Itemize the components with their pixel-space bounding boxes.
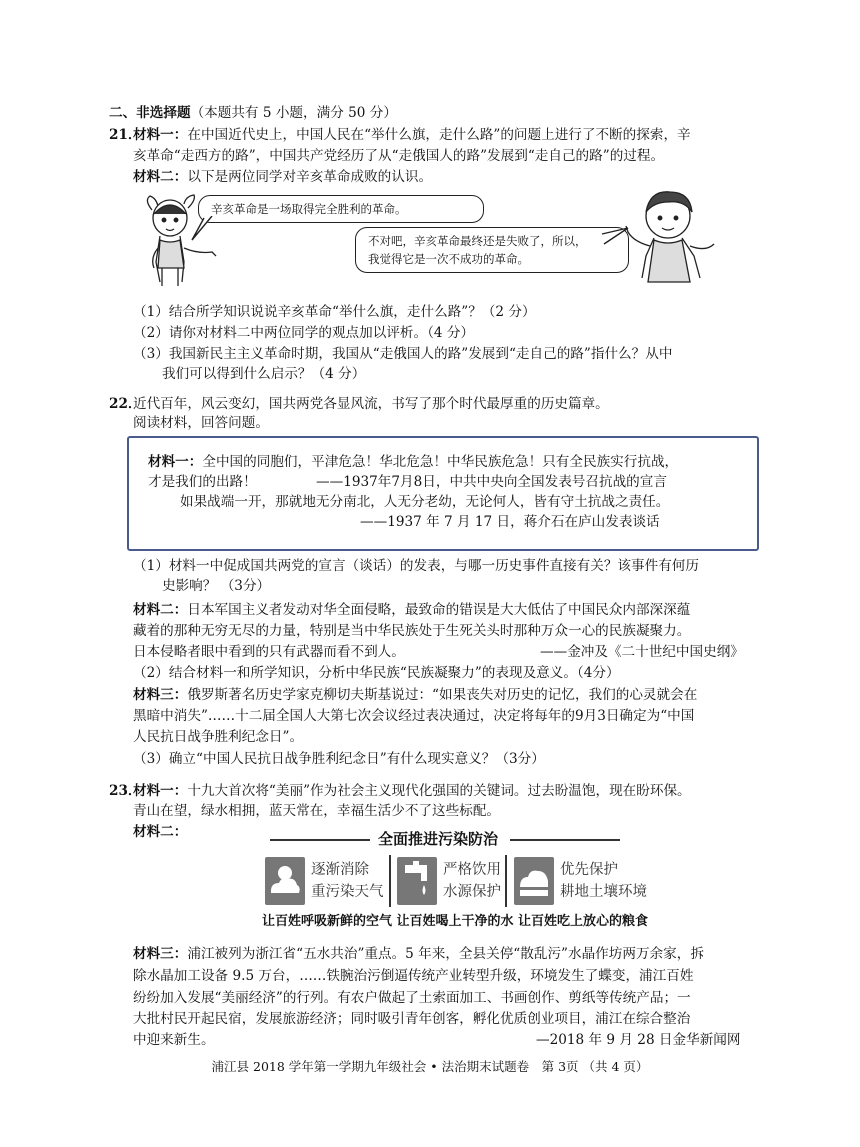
q22-box-line1 xyxy=(148,453,678,471)
q22-material2-label: 材料二： xyxy=(133,602,188,618)
cloud-icon xyxy=(265,857,305,905)
banner-caption: 让百姓呼吸新鲜的空气 让百姓喝上干净的水 让百姓吃上放心的粮食 xyxy=(262,914,649,929)
q23-number: 23． xyxy=(109,783,142,799)
section-header xyxy=(109,104,397,122)
q22-material3-line1 xyxy=(133,686,697,704)
boy-student-illustration xyxy=(620,186,730,286)
banner-panel-soil xyxy=(514,857,647,905)
speech-bubble-left: 辛亥革命是一场取得完全胜利的革命。 xyxy=(198,195,484,223)
q21-material1-line1 xyxy=(133,126,691,144)
q23-material3-source: —2018 年 9 月 28 日金华新闻网 xyxy=(536,1032,741,1048)
q22-sub2: （2）结合材料一和所学知识，分析中华民族“民族凝聚力”的表现及意义。（4分） xyxy=(133,665,620,681)
q22-material3-text: 俄罗斯著名历史学家克柳切夫斯基说过：“如果丧失对历史的记忆，我们的心灵就会在 xyxy=(187,687,698,703)
q23-material3-line2: 除水晶加工设备 9.5 万台，……铁腕治污倒逼传统产业转型升级，环境发生了蝶变，浦江百姓 xyxy=(133,968,694,984)
banner-panel-soil-text xyxy=(560,859,647,903)
q21-sub1: （1）结合所学知识说说辛亥革命“举什么旗，走什么路”？（2 分） xyxy=(133,304,536,320)
q22-box-line2b: ——1937年7月8日，中共中央向全国发表号召抗战的宣言 xyxy=(316,474,667,490)
speech-bubble-right xyxy=(355,227,629,273)
q23-material1-line1 xyxy=(133,782,691,800)
q22-box-line1-text: 全中国的同胞们，平津危急！华北危急！中华民族危急！只有全民族实行抗战， xyxy=(202,454,679,470)
q21-sub3-line1: （3）我国新民主主义革命时期，我国从“走俄国人的路”发展到“走自己的路”指什么？从中 xyxy=(133,346,673,362)
q22-material2-line3: 日本侵略者眼中看到的只有武器而看不到人。 xyxy=(133,644,405,660)
banner-panel-air-text xyxy=(311,859,384,903)
q22-material2-line1 xyxy=(133,601,690,619)
q22-box-line4: ——1937 年 7 月 17 日，蒋介石在庐山发表谈话 xyxy=(360,514,660,530)
banner-divider-1 xyxy=(389,855,391,907)
q22-number: 22． xyxy=(109,396,142,412)
q22-box-label: 材料一： xyxy=(148,454,203,470)
q22-material3-line3: 人民抗日战争胜利纪念日”。 xyxy=(133,729,304,745)
banner-divider-2 xyxy=(505,855,507,907)
q22-sub3: （3）确立“中国人民抗日战争胜利纪念日”有什么现实意义？（3分） xyxy=(133,751,545,767)
q22-material2-source: ——金冲及《二十世纪中国史纲》 xyxy=(540,644,744,660)
banner-rule-left xyxy=(270,839,370,841)
banner-panel-water xyxy=(397,857,515,905)
q23-material3-line3: 纷纷加入发展“美丽经济”的行列。有农户做起了土索面加工、书画创作、剪纸等传统产品；一 xyxy=(133,990,691,1006)
q23-material1-text: 十九大首次将“美丽”作为社会主义现代化强国的关键词。过去盼温饱，现在盼环保。 xyxy=(187,783,691,799)
q21-material2-text: 以下是两位同学对辛亥革命成败的认识。 xyxy=(187,169,433,185)
banner-panel-soil-line1: 优先保护 xyxy=(560,862,618,878)
q21-number: 21． xyxy=(109,127,142,143)
bubble-left-tail xyxy=(190,216,220,242)
banner-title: 全面推进污染防治 xyxy=(378,830,499,848)
q22-intro-line1: 近代百年，风云变幻，国共两党各显风流，书写了那个时代最厚重的历史篇章。 xyxy=(133,396,609,412)
q23-material3-label: 材料三： xyxy=(133,946,188,962)
q21-material1-text: 在中国近代史上，中国人民在“举什么旗，走什么路”的问题上进行了不断的探索，辛 xyxy=(187,127,691,143)
faucet-icon xyxy=(397,857,437,905)
bubble-right-tail xyxy=(600,226,630,252)
banner-panel-air xyxy=(265,857,383,905)
q21-material1-line2: 亥革命“走西方的路”，中国共产党经历了从“走俄国人的路”发展到“走自己的路”的过程。 xyxy=(133,148,665,164)
q21-sub2: （2）请你对材料二中两位同学的观点加以评析。（4 分） xyxy=(133,325,475,341)
q23-material3-line5: 中迎来新生。 xyxy=(133,1032,215,1048)
q22-material3-label: 材料三： xyxy=(133,687,188,703)
q23-material3-text: 浦江被列为浙江省“五水共治”重点。5 年来，全县关停“散乱污”水晶作坊两万余家，拆 xyxy=(187,946,704,962)
q23-material3-line1 xyxy=(133,945,704,963)
q22-box-line3: 如果战端一开，那就地无分南北，人无分老幼，无论何人，皆有守土抗战之责任。 xyxy=(180,494,670,510)
q22-box-line2a: 才是我们的出路！ xyxy=(148,474,257,490)
q21-material2-label: 材料二： xyxy=(133,169,188,185)
q22-material3-line2: 黑暗中消失”……十二届全国人大第七次会议经过表决通过，决定将每年的9月3日确定为“中国 xyxy=(133,708,695,724)
q23-material1-line2: 青山在望，绿水相拥，蓝天常在，幸福生活少不了这些标配。 xyxy=(133,803,501,819)
banner-panel-water-text xyxy=(443,859,501,903)
speech-bubble-right-line1: 不对吧，辛亥革命最终还是失败了，所以， xyxy=(368,234,587,248)
q21-material2-line xyxy=(133,168,432,186)
banner-panel-water-line2: 水源保护 xyxy=(443,884,501,900)
q23-material2-label: 材料二： xyxy=(133,824,188,840)
section-title: 二、非选择题 xyxy=(109,105,191,121)
q22-sub1-line2: 史影响？ （3分） xyxy=(162,578,271,594)
banner-panel-air-line1: 逐渐消除 xyxy=(311,862,369,878)
q22-material2-line2: 藏着的那种无穷无尽的力量，特别是当中华民族处于生死关头时那种万众一心的民族凝聚力。 xyxy=(133,623,691,639)
q21-material1-label: 材料一： xyxy=(133,127,188,143)
soil-icon xyxy=(514,857,554,905)
q23-material3-line4: 大批村民开起民宿，发展旅游经济；同时吸引青年创客，孵化优质创业项目，浦江在综合整治 xyxy=(133,1011,691,1027)
banner-panel-soil-line2: 耕地土壤环境 xyxy=(560,884,647,900)
q21-sub3-line2: 我们可以得到什么启示？（4 分） xyxy=(162,366,366,382)
q22-sub1-line1: （1）材料一中促成国共两党的宣言（谈话）的发表，与哪一历史事件直接有关？该事件有何历 xyxy=(133,558,699,574)
banner-panel-water-line1: 严格饮用 xyxy=(443,862,501,878)
section-note: （本题共有 5 小题，满分 50 分） xyxy=(190,105,397,121)
speech-bubble-right-line2: 我觉得它是一次不成功的革命。 xyxy=(368,252,529,266)
q22-material2-text: 日本军国主义者发动对华全面侵略，最致命的错误是大大低估了中国民众内部深深蕴 xyxy=(187,602,691,618)
q23-material1-label: 材料一： xyxy=(133,783,188,799)
page-footer: 浦江县 2018 学年第一学期九年级社会 • 法治期末试题卷 第 3页 （共 4 页） xyxy=(211,1059,649,1074)
q22-intro-line2: 阅读材料，回答问题。 xyxy=(133,415,269,431)
banner-rule-right xyxy=(510,839,620,841)
banner-panel-air-line2: 重污染天气 xyxy=(311,884,384,900)
